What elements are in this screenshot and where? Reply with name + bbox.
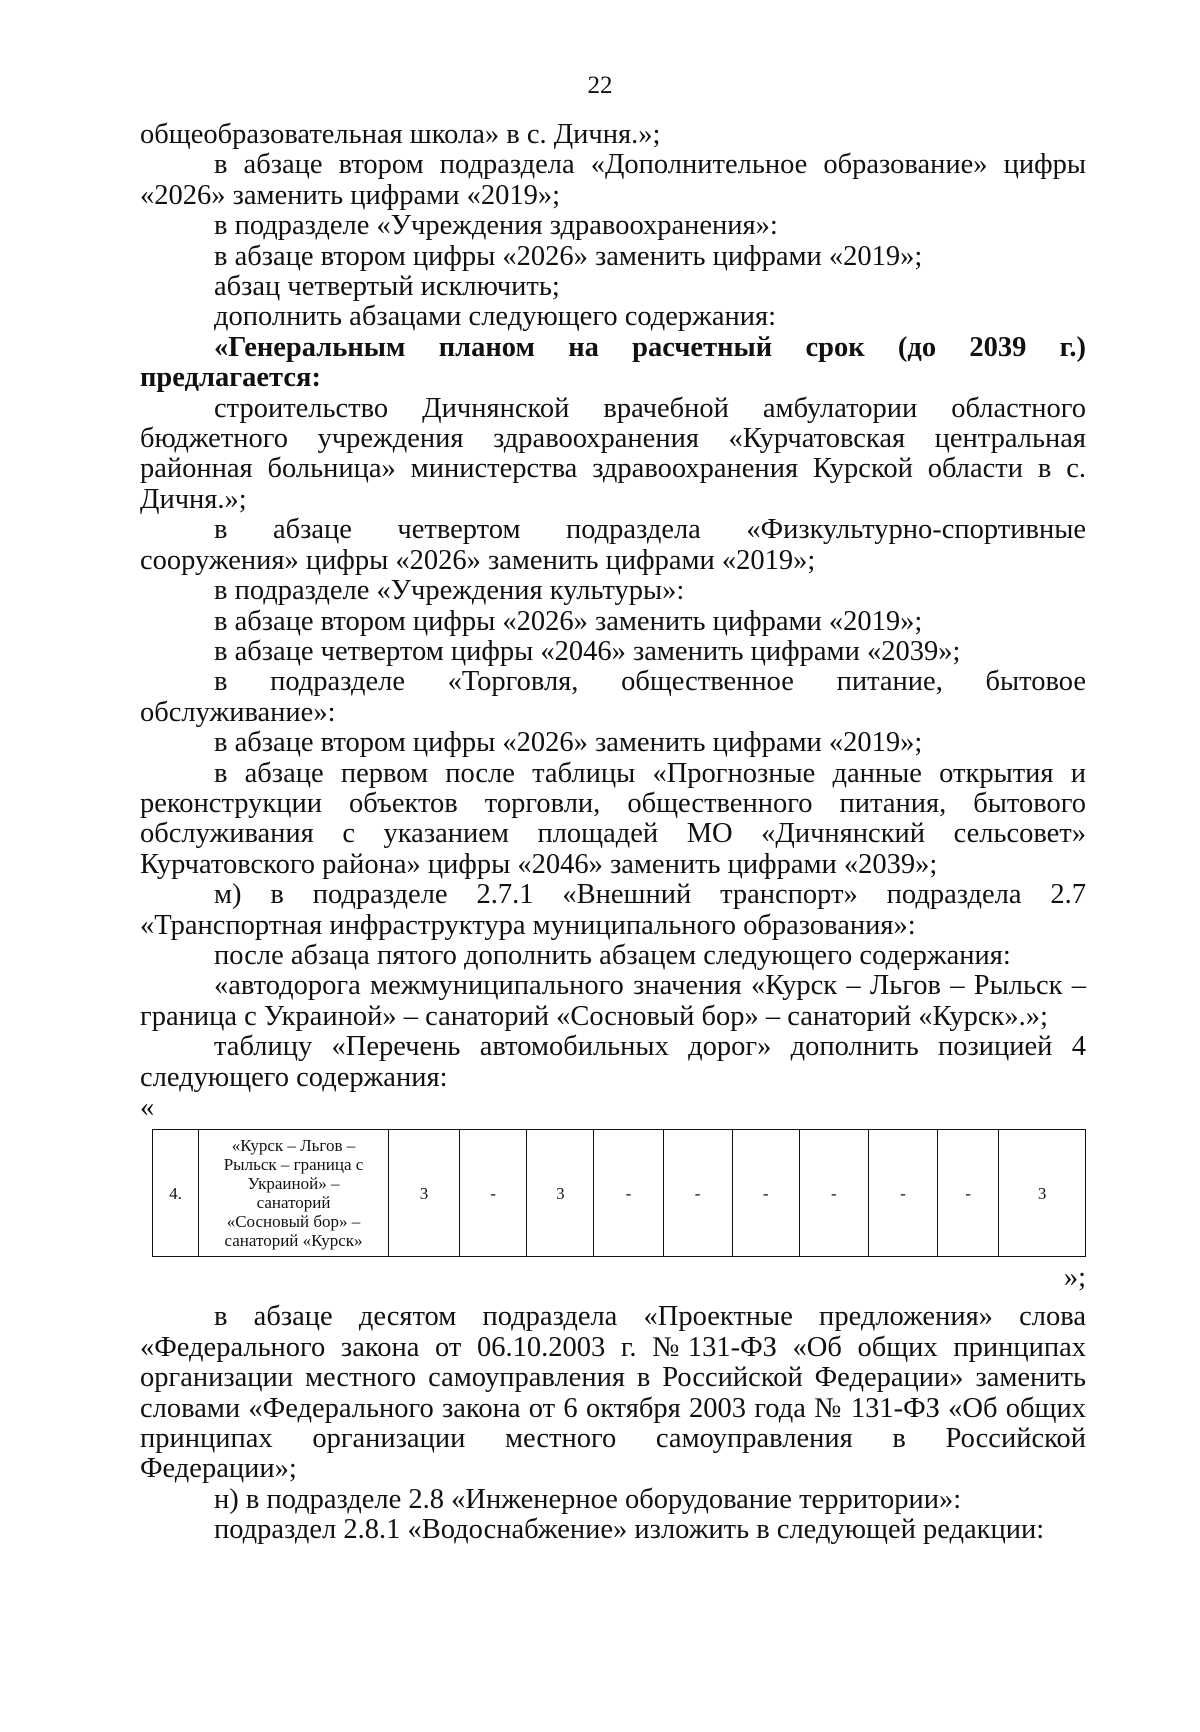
page-number: 22 — [587, 72, 613, 99]
value-cell: - — [799, 1130, 868, 1257]
row-number: 4. — [153, 1130, 199, 1257]
paragraph: строительство Дичнянской врачебной амбулатории областного бюджетного учреждения здравоохранения «Курчатовская центральная районная больница» министерства здравоохранения Курской области в с. Дичня.»; — [140, 392, 1086, 515]
bold-paragraph: «Генеральным планом на расчетный срок (до 2039 г.) предлагается: — [140, 331, 1086, 394]
road-name-line: санаторий «Курск» — [224, 1231, 363, 1250]
road-name-line: Рыльск – граница с — [223, 1155, 364, 1174]
opening-quote: « — [140, 1092, 155, 1123]
paragraph: в абзаце первом после таблицы «Прогнозные данные открытия и реконструкции объектов торговли, общественного питания, бытового обслуживания с указанием площадей МО «Дичнянский сельсовет» Курчатовского района» цифры «2046» заменить цифрами «2039»; — [140, 757, 1086, 880]
value-cell: - — [732, 1130, 799, 1257]
road-name-cell — [199, 1130, 389, 1257]
paragraph: подраздел 2.8.1 «Водоснабжение» изложить в следующей редакции: — [214, 1514, 1045, 1546]
value-cell: - — [663, 1130, 732, 1257]
paragraph: в абзаце втором цифры «2026» заменить цифрами «2019»; — [214, 605, 923, 637]
value-cell: - — [868, 1130, 937, 1257]
paragraph: м) в подразделе 2.7.1 «Внешний транспорт» подраздела 2.7 «Транспортная инфраструктура муниципального образования»: — [140, 879, 1086, 941]
paragraph: в абзаце втором подраздела «Дополнительное образование» цифры «2026» заменить цифрами «2019»; — [140, 149, 1086, 211]
value-cell: 3 — [527, 1130, 594, 1257]
roads-table — [152, 1129, 1086, 1257]
road-name-line: Украиной» – — [247, 1174, 340, 1193]
paragraph: общеобразовательная школа» в с. Дичня.»; — [140, 119, 661, 150]
paragraph: в абзаце четвертом подраздела «Физкультурно-спортивные сооружения» цифры «2026» заменить цифрами «2019»; — [140, 514, 1086, 576]
paragraph: н) в подразделе 2.8 «Инженерное оборудование территории»: — [214, 1483, 962, 1515]
paragraph: таблицу «Перечень автомобильных дорог» дополнить позицией 4 следующего содержания: — [140, 1031, 1086, 1093]
table-row — [153, 1130, 1086, 1257]
road-name-line: «Курск – Льгов – — [231, 1136, 356, 1155]
paragraph: после абзаца пятого дополнить абзацем следующего содержания: — [214, 939, 1011, 971]
paragraph: в подразделе «Учреждения культуры»: — [214, 575, 685, 607]
road-name-line: санаторий — [256, 1193, 331, 1212]
paragraph: «автодорога межмуниципального значения «Курск – Льгов – Рыльск – граница с Украиной» – санаторий «Сосновый бор» – санаторий «Курск».»; — [140, 970, 1086, 1032]
value-cell: - — [460, 1130, 527, 1257]
value-cell: - — [594, 1130, 663, 1257]
paragraph: в подразделе «Торговля, общественное питание, бытовое обслуживание»: — [140, 666, 1086, 728]
paragraph: абзац четвертый исключить; — [214, 271, 560, 303]
paragraph: дополнить абзацами следующего содержания: — [214, 301, 777, 333]
value-cell: 3 — [999, 1130, 1086, 1257]
closing-quote: »; — [1063, 1262, 1086, 1293]
paragraph: в абзаце втором цифры «2026» заменить цифрами «2019»; — [214, 727, 923, 759]
paragraph: в подразделе «Учреждения здравоохранения»: — [214, 210, 778, 242]
paragraph: в абзаце четвертом цифры «2046» заменить цифрами «2039»; — [214, 635, 961, 667]
road-name-line: «Сосновый бор» – — [226, 1212, 361, 1231]
document-body — [140, 120, 1086, 1546]
value-cell: 3 — [388, 1130, 459, 1257]
paragraph: в абзаце десятом подраздела «Проектные предложения» слова «Федерального закона от 06.10.2003 г. №131-ФЗ «Об общих принципах организации местного самоуправления в Российской Федерации» заменить словами «Федерального закона от 6 октября 2003 года № 131-ФЗ «Об общих принципах организации местного самоуправления в Российской Федерации»; — [140, 1301, 1086, 1485]
paragraph: в абзаце втором цифры «2026» заменить цифрами «2019»; — [214, 240, 923, 272]
value-cell: - — [937, 1130, 998, 1257]
